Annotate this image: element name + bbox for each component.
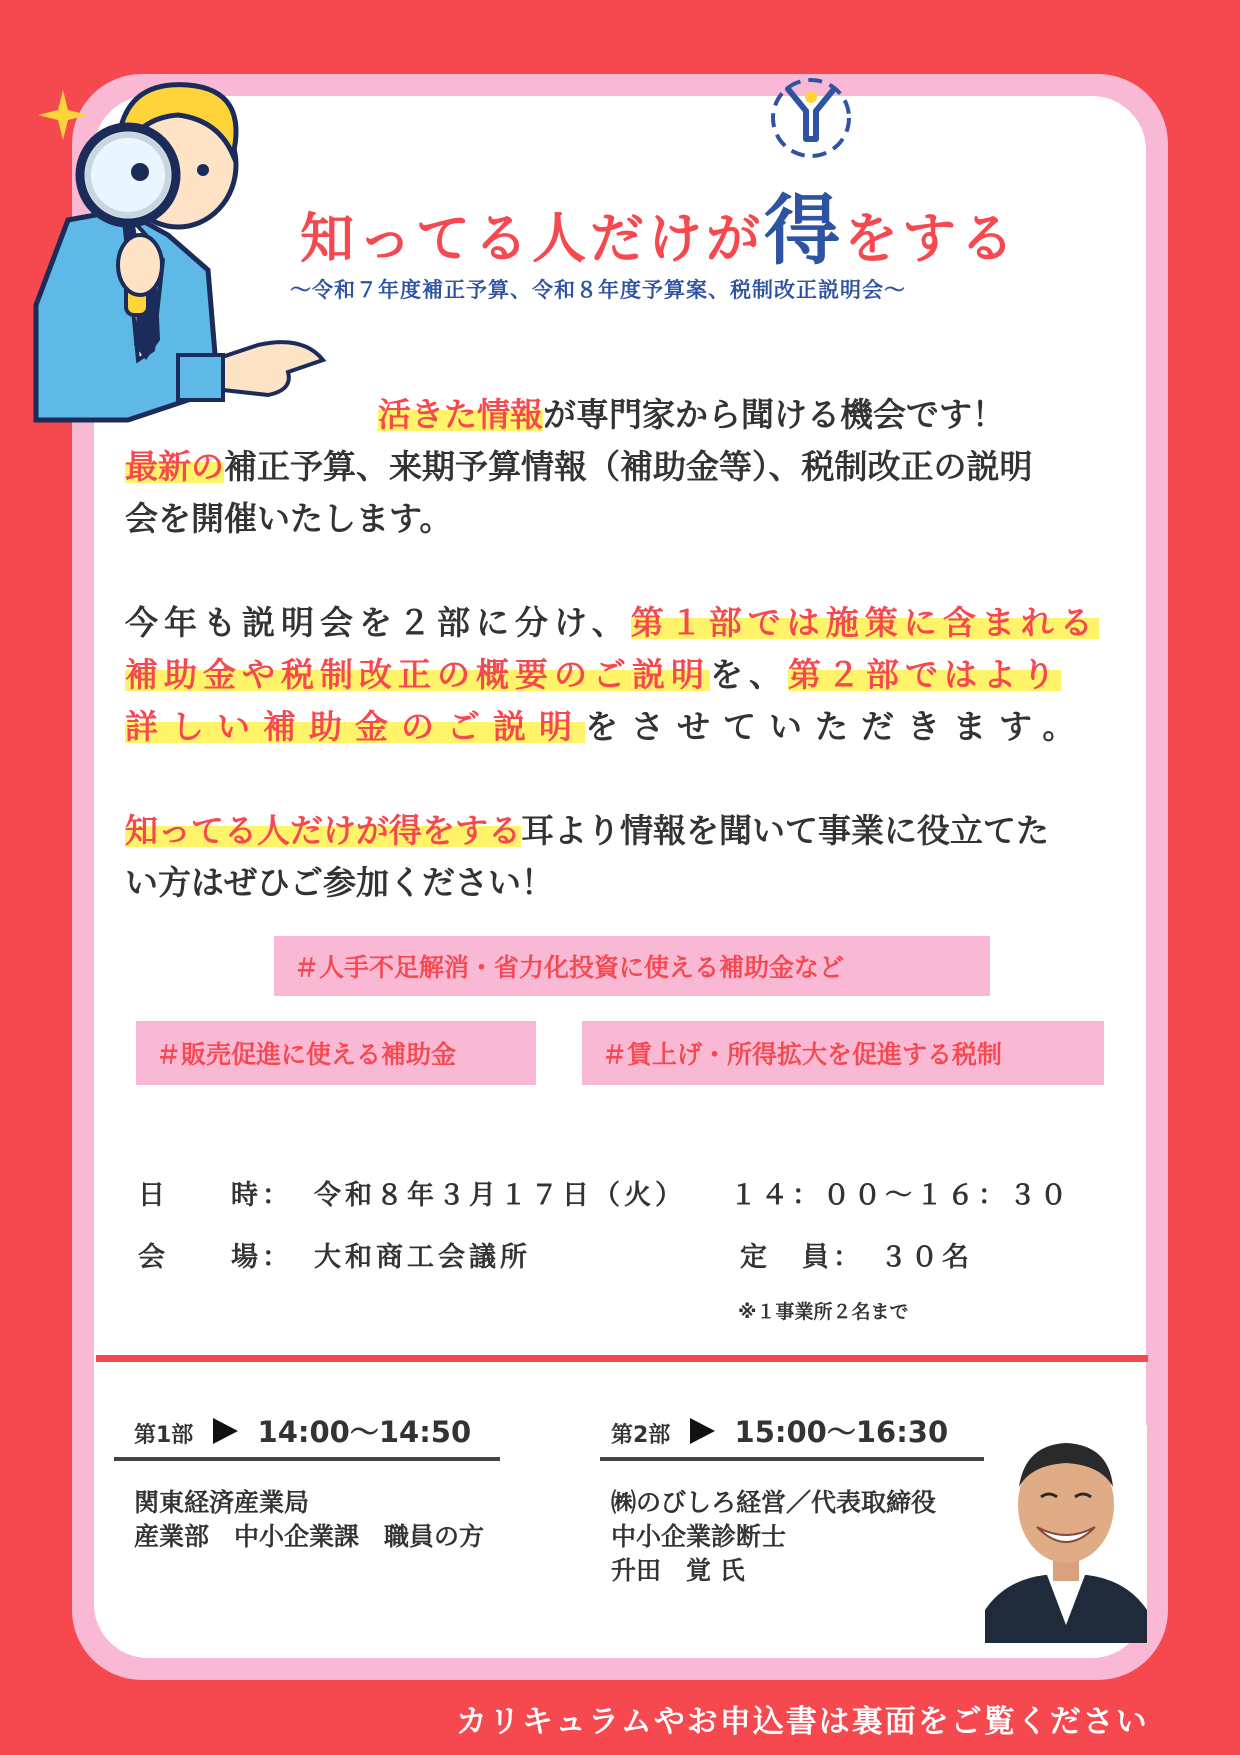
session-1-time: 14:00〜14:50	[257, 1415, 472, 1449]
intro-line-2	[125, 440, 1033, 494]
parts-line-2	[125, 648, 1061, 702]
session-1-speaker-line: 産業部 中小企業課 職員の方	[134, 1522, 485, 1551]
tag-sales-promotion: ＃販売促進に使える補助金	[136, 1021, 536, 1085]
person-celebrating-icon	[768, 75, 854, 161]
speaker-photo	[985, 1425, 1147, 1643]
session-2-underline	[600, 1457, 984, 1461]
parts-text-1: 今年も説明会を２部に分け、	[125, 603, 631, 642]
parts-text-2: を、	[710, 655, 788, 694]
closing-text-1: 耳より情報を聞いて事業に役立てた	[521, 811, 1049, 850]
session-1-speaker	[134, 1486, 484, 1554]
closing-highlight: 知ってる人だけが得をする	[125, 811, 521, 850]
title-part-1: 知ってる人だけが	[300, 207, 764, 270]
intro-line-3: 会を開催いたします。	[125, 499, 453, 538]
session-2-header	[611, 1410, 948, 1451]
section-divider	[96, 1355, 1148, 1362]
intro-highlight-2: 最新の	[125, 447, 224, 486]
tag-labor-shortage: ＃人手不足解消・省力化投資に使える補助金など	[274, 936, 990, 996]
session-2-speaker-line: ㈱のびしろ経営／代表取締役	[611, 1488, 937, 1517]
parts-text-3: をさせていただきます。	[585, 707, 1089, 746]
title-part-2: をする	[844, 207, 1018, 270]
parts-highlight-1: 第１部では施策に含まれる	[630, 603, 1099, 642]
session-2-label: 第2部	[611, 1423, 671, 1448]
venue-label: 会 場：	[138, 1242, 293, 1273]
session-2-time: 15:00〜16:30	[734, 1415, 949, 1449]
parts-highlight-3: 第２部ではより	[788, 655, 1061, 694]
closing-line-2: い方はぜひご参加ください！	[125, 863, 554, 902]
intro-line-1	[378, 388, 1005, 442]
session-1-label: 第1部	[134, 1423, 194, 1448]
tag-wage-tax: ＃賃上げ・所得拡大を促進する税制	[582, 1021, 1104, 1085]
capacity-note: ※１事業所２名まで	[738, 1301, 909, 1323]
play-triangle-icon	[211, 1417, 239, 1445]
intro-text-1: が専門家から聞ける機会です！	[543, 395, 1005, 434]
date-value: 令和８年３月１７日（火）	[314, 1180, 686, 1211]
play-triangle-icon	[688, 1417, 716, 1445]
capacity-label: 定 員：	[740, 1242, 864, 1273]
page-title	[300, 170, 1060, 275]
parts-line-3	[125, 700, 1088, 754]
session-1-header	[134, 1410, 471, 1451]
parts-line-1	[125, 596, 1099, 650]
date-label: 日 時：	[138, 1180, 293, 1211]
page-subtitle: 〜令和７年度補正予算、令和８年度予算案、税制改正説明会〜	[290, 278, 906, 302]
session-1-speaker-line: 関東経済産業局	[134, 1488, 310, 1517]
intro-highlight-1: 活きた情報	[378, 395, 543, 434]
time-value: １４：００〜１６：３０	[730, 1180, 1071, 1211]
footer-note: カリキュラムやお申込書は裏面をご覧ください	[456, 1704, 1149, 1740]
session-1-underline	[114, 1457, 500, 1461]
title-big-char: 得	[764, 186, 844, 275]
parts-highlight-2: 補助金や税制改正の概要のご説明	[125, 655, 710, 694]
intro-text-2: 補正予算、来期予算情報（補助金等）、税制改正の説明	[224, 447, 1033, 486]
session-2-speaker-line: 中小企業診断士	[611, 1522, 787, 1551]
session-2-speaker	[611, 1486, 936, 1588]
capacity-value: ３０名	[880, 1242, 973, 1273]
session-2-speaker-line: 升田 覚 氏	[611, 1556, 745, 1585]
closing-line-1	[125, 804, 1049, 858]
venue-value: 大和商工会議所	[314, 1242, 531, 1273]
parts-highlight-4: 詳しい補助金のご説明	[125, 707, 585, 746]
